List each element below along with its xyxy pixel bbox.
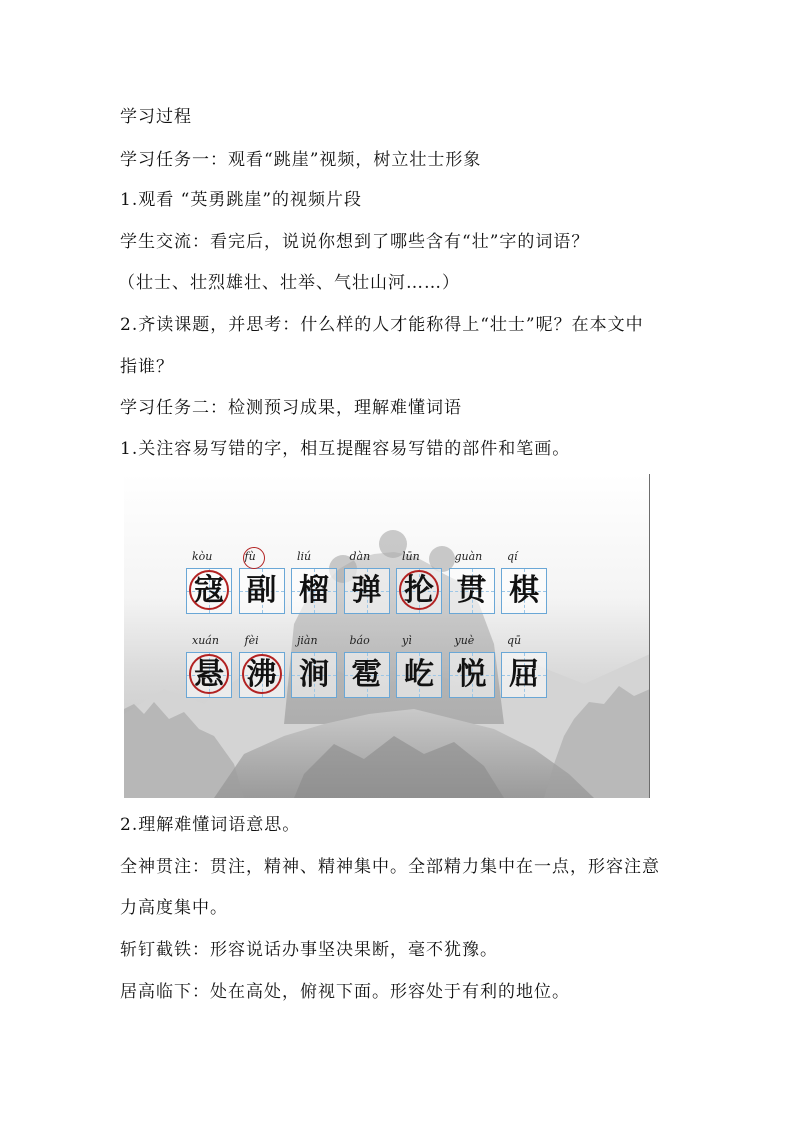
hanzi-character: 屈 (509, 657, 539, 692)
student-exchange: 学生交流：看完后，说说你想到了哪些含有“壮”字的词语？ (120, 232, 590, 252)
task-two-item-1: 1.关注容易写错的字，相互提醒容易写错的部件和笔画。 (120, 439, 571, 459)
hanzi-character: 沸 (246, 657, 277, 692)
task-one-item-1: 1.观看 “英勇跳崖”的视频片段 (120, 190, 363, 210)
pinyin-label: dàn (349, 550, 371, 563)
hanzi-character: 抡 (404, 573, 434, 608)
definition-2: 斩钉截铁：形容说话办事坚决果断，毫不犹豫。 (120, 940, 498, 960)
definition-1-line1: 全神贯注：贯注，精神、精神集中。全部精力集中在一点，形容注意 (120, 857, 660, 877)
pinyin-label: guàn (454, 550, 483, 563)
hanzi-character: 棋 (509, 573, 539, 608)
error-circle-mark (189, 654, 229, 694)
definition-3: 居高临下：处在高处，俯视下面。形容处于有利的地位。 (120, 982, 570, 1002)
hanzi-character: 贯 (456, 573, 487, 608)
hanzi-character: 副 (246, 573, 277, 608)
hanzi-character: 弹 (351, 573, 382, 608)
pinyin-label: lūn (402, 550, 420, 563)
section-heading: 学习过程 (120, 107, 192, 127)
task-two-title: 学习任务二：检测预习成果，理解难懂词语 (120, 398, 462, 418)
error-circle-mark (399, 570, 439, 610)
pinyin-label: fèi (244, 634, 259, 647)
task-one-item-2-line2: 指谁？ (120, 357, 174, 377)
hanzi-character: 榴 (299, 573, 329, 608)
hanzi-character: 涧 (299, 657, 329, 692)
hanzi-character: 寇 (194, 573, 224, 608)
hanzi-character: 悦 (456, 657, 487, 692)
hanzi-character: 悬 (194, 657, 224, 692)
task-two-item-2: 2.理解难懂词语意思。 (120, 815, 301, 835)
pinyin-label: jiàn (297, 634, 318, 647)
pinyin-circle-mark (243, 547, 265, 569)
hanzi-character: 屹 (404, 657, 434, 692)
error-circle-mark (242, 654, 282, 694)
character-practice-figure (124, 474, 650, 798)
hanzi-character: 雹 (351, 657, 382, 692)
pinyin-label: yì (402, 634, 412, 647)
pinyin-label: xuán (192, 634, 219, 647)
zhuang-words: （壮士、壮烈雄壮、壮举、气壮山河……） (118, 273, 460, 293)
definition-1-line2: 力高度集中。 (120, 898, 228, 918)
pinyin-label: liú (297, 550, 312, 563)
pinyin-label: kòu (192, 550, 213, 563)
error-circle-mark (189, 570, 229, 610)
pinyin-label: fù (244, 550, 256, 563)
pinyin-label: báo (349, 634, 370, 647)
pinyin-label: yuè (454, 634, 475, 647)
figure-right-border (649, 474, 650, 798)
task-one-title: 学习任务一：观看“跳崖”视频，树立壮士形象 (120, 150, 482, 170)
pinyin-label: qí (507, 550, 518, 563)
pinyin-label: qū (507, 634, 522, 647)
task-one-item-2-line1: 2.齐读课题，并思考：什么样的人才能称得上“壮士”呢？在本文中 (120, 315, 644, 335)
